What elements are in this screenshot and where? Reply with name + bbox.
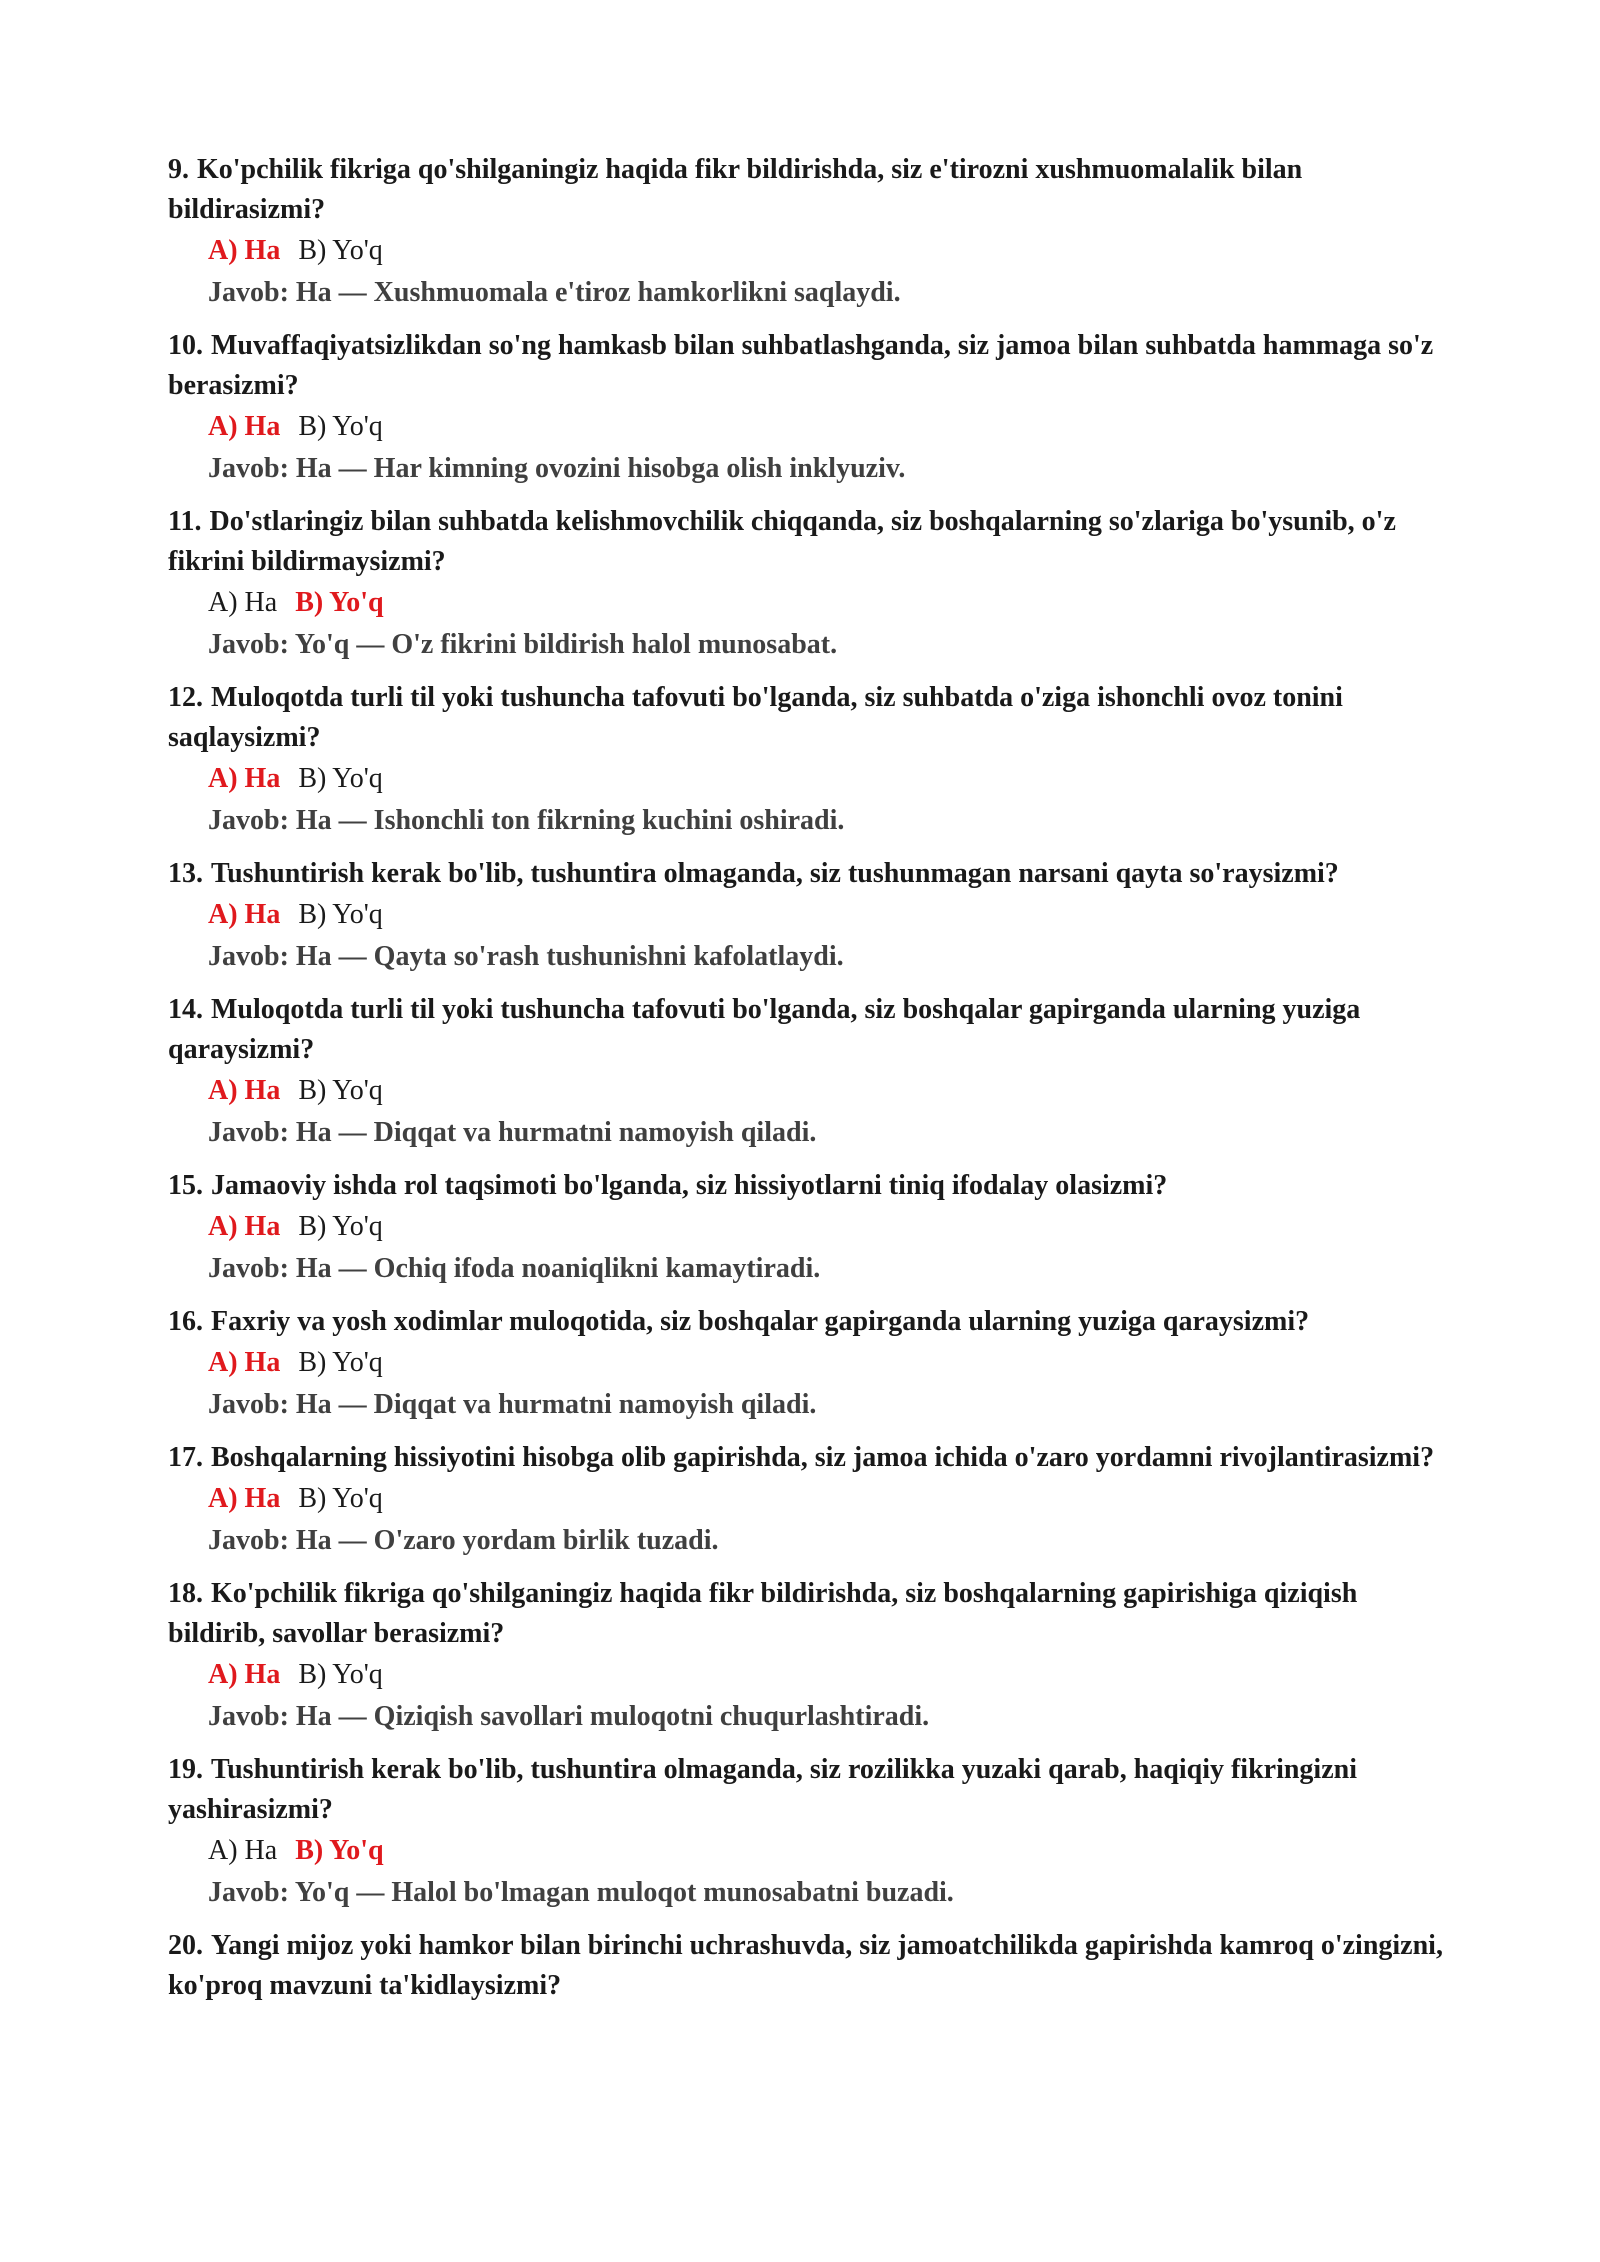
question-text [168, 502, 1458, 582]
question-body: Jamaoviy ishda rol taqsimoti bo'lganda, siz hissiyotlarni tiniq ifodalay olasizmi? [211, 1170, 1168, 1201]
question-text [168, 1438, 1458, 1478]
question-number: 20. [168, 1930, 203, 1961]
answer-explanation: Javob: Yo'q — Halol bo'lmagan muloqot munosabatni buzadi. [208, 1877, 954, 1908]
option-a: A) Ha [208, 1659, 281, 1690]
document-page [168, 150, 1458, 2018]
question-text [168, 1166, 1458, 1206]
option-a: A) Ha [208, 235, 281, 266]
question-number: 17. [168, 1442, 203, 1473]
question-item [168, 1574, 1458, 1738]
question-body: Do'stlaringiz bilan suhbatda kelishmovchilik chiqqanda, siz boshqalarning so'zlariga bo'ysunib, o'z fikrini bildirmaysizmi? [168, 506, 1396, 577]
question-number: 15. [168, 1170, 203, 1201]
option-b: B) Yo'q [298, 1659, 383, 1690]
option-b: B) Yo'q [295, 1835, 384, 1866]
option-a: A) Ha [208, 411, 281, 442]
option-b: B) Yo'q [298, 763, 383, 794]
options-row [208, 1478, 1458, 1520]
options-row [208, 758, 1458, 800]
question-item [168, 150, 1458, 314]
question-text [168, 1750, 1458, 1830]
question-number: 11. [168, 506, 202, 537]
question-body: Ko'pchilik fikriga qo'shilganingiz haqida fikr bildirishda, siz boshqalarning gapirishiga qiziqish bildirib, savollar berasizmi? [168, 1578, 1358, 1649]
question-number: 9. [168, 154, 189, 185]
question-item [168, 1438, 1458, 1562]
option-a: A) Ha [208, 1347, 281, 1378]
question-text [168, 854, 1458, 894]
question-body: Muloqotda turli til yoki tushuncha tafovuti bo'lganda, siz suhbatda o'ziga ishonchli ovoz tonini saqlaysizmi? [168, 682, 1343, 753]
answer-explanation: Javob: Ha — Diqqat va hurmatni namoyish qiladi. [208, 1117, 817, 1148]
options-row [208, 582, 1458, 624]
question-item [168, 678, 1458, 842]
answer-explanation: Javob: Ha — Ochiq ifoda noaniqlikni kamaytiradi. [208, 1253, 821, 1284]
question-number: 10. [168, 330, 203, 361]
answer-explanation: Javob: Ha — Diqqat va hurmatni namoyish qiladi. [208, 1389, 817, 1420]
answer-explanation: Javob: Ha — O'zaro yordam birlik tuzadi. [208, 1525, 719, 1556]
question-body: Tushuntirish kerak bo'lib, tushuntira olmaganda, siz rozilikka yuzaki qarab, haqiqiy fikringizni yashirasizmi? [168, 1754, 1357, 1825]
question-number: 18. [168, 1578, 203, 1609]
option-b: B) Yo'q [298, 411, 383, 442]
answer-explanation: Javob: Ha — Qiziqish savollari muloqotni chuqurlashtiradi. [208, 1701, 930, 1732]
question-text [168, 1302, 1458, 1342]
option-b: B) Yo'q [298, 899, 383, 930]
question-item [168, 1302, 1458, 1426]
question-text [168, 990, 1458, 1070]
options-row [208, 1070, 1458, 1112]
question-text [168, 1926, 1458, 2006]
question-text [168, 150, 1458, 230]
option-a: A) Ha [208, 1075, 281, 1106]
options-row [208, 1830, 1458, 1872]
option-b: B) Yo'q [298, 1347, 383, 1378]
question-number: 19. [168, 1754, 203, 1785]
option-a: A) Ha [208, 1211, 281, 1242]
question-body: Tushuntirish kerak bo'lib, tushuntira olmaganda, siz tushunmagan narsani qayta so'raysizmi? [211, 858, 1339, 889]
question-number: 14. [168, 994, 203, 1025]
option-b: B) Yo'q [298, 1483, 383, 1514]
options-row [208, 894, 1458, 936]
question-number: 13. [168, 858, 203, 889]
question-item [168, 990, 1458, 1154]
option-a: A) Ha [208, 899, 281, 930]
option-b: B) Yo'q [295, 587, 384, 618]
question-text [168, 326, 1458, 406]
question-body: Faxriy va yosh xodimlar muloqotida, siz boshqalar gapirganda ularning yuziga qaraysizmi? [211, 1306, 1310, 1337]
options-row [208, 406, 1458, 448]
options-row [208, 1206, 1458, 1248]
question-item [168, 502, 1458, 666]
option-b: B) Yo'q [298, 235, 383, 266]
option-b: B) Yo'q [298, 1075, 383, 1106]
question-item [168, 1166, 1458, 1290]
options-row [208, 1342, 1458, 1384]
answer-explanation: Javob: Ha — Xushmuomala e'tiroz hamkorlikni saqlaydi. [208, 277, 901, 308]
question-text [168, 1574, 1458, 1654]
answer-explanation: Javob: Ha — Qayta so'rash tushunishni kafolatlaydi. [208, 941, 844, 972]
question-body: Muvaffaqiyatsizlikdan so'ng hamkasb bilan suhbatlashganda, siz jamoa bilan suhbatda hammaga so'z berasizmi? [168, 330, 1434, 401]
question-item [168, 1926, 1458, 2006]
option-a: A) Ha [208, 587, 278, 618]
answer-explanation: Javob: Ha — Ishonchli ton fikrning kuchini oshiradi. [208, 805, 845, 836]
question-body: Boshqalarning hissiyotini hisobga olib gapirishda, siz jamoa ichida o'zaro yordamni rivojlantirasizmi? [211, 1442, 1435, 1473]
option-b: B) Yo'q [298, 1211, 383, 1242]
option-a: A) Ha [208, 1483, 281, 1514]
question-item [168, 854, 1458, 978]
question-number: 16. [168, 1306, 203, 1337]
options-row [208, 1654, 1458, 1696]
answer-explanation: Javob: Ha — Har kimning ovozini hisobga olish inklyuziv. [208, 453, 906, 484]
options-row [208, 230, 1458, 272]
question-body: Muloqotda turli til yoki tushuncha tafovuti bo'lganda, siz boshqalar gapirganda ularning yuziga qaraysizmi? [168, 994, 1361, 1065]
question-number: 12. [168, 682, 203, 713]
question-body: Ko'pchilik fikriga qo'shilganingiz haqida fikr bildirishda, siz e'tirozni xushmuomalalik bilan bildirasizmi? [168, 154, 1303, 225]
option-a: A) Ha [208, 1835, 278, 1866]
question-item [168, 1750, 1458, 1914]
question-item [168, 326, 1458, 490]
question-text [168, 678, 1458, 758]
question-body: Yangi mijoz yoki hamkor bilan birinchi uchrashuvda, siz jamoatchilikda gapirishda kamroq o'zingizni, ko'proq mavzuni ta'kidlaysizmi? [168, 1930, 1443, 2001]
option-a: A) Ha [208, 763, 281, 794]
answer-explanation: Javob: Yo'q — O'z fikrini bildirish halol munosabat. [208, 629, 838, 660]
